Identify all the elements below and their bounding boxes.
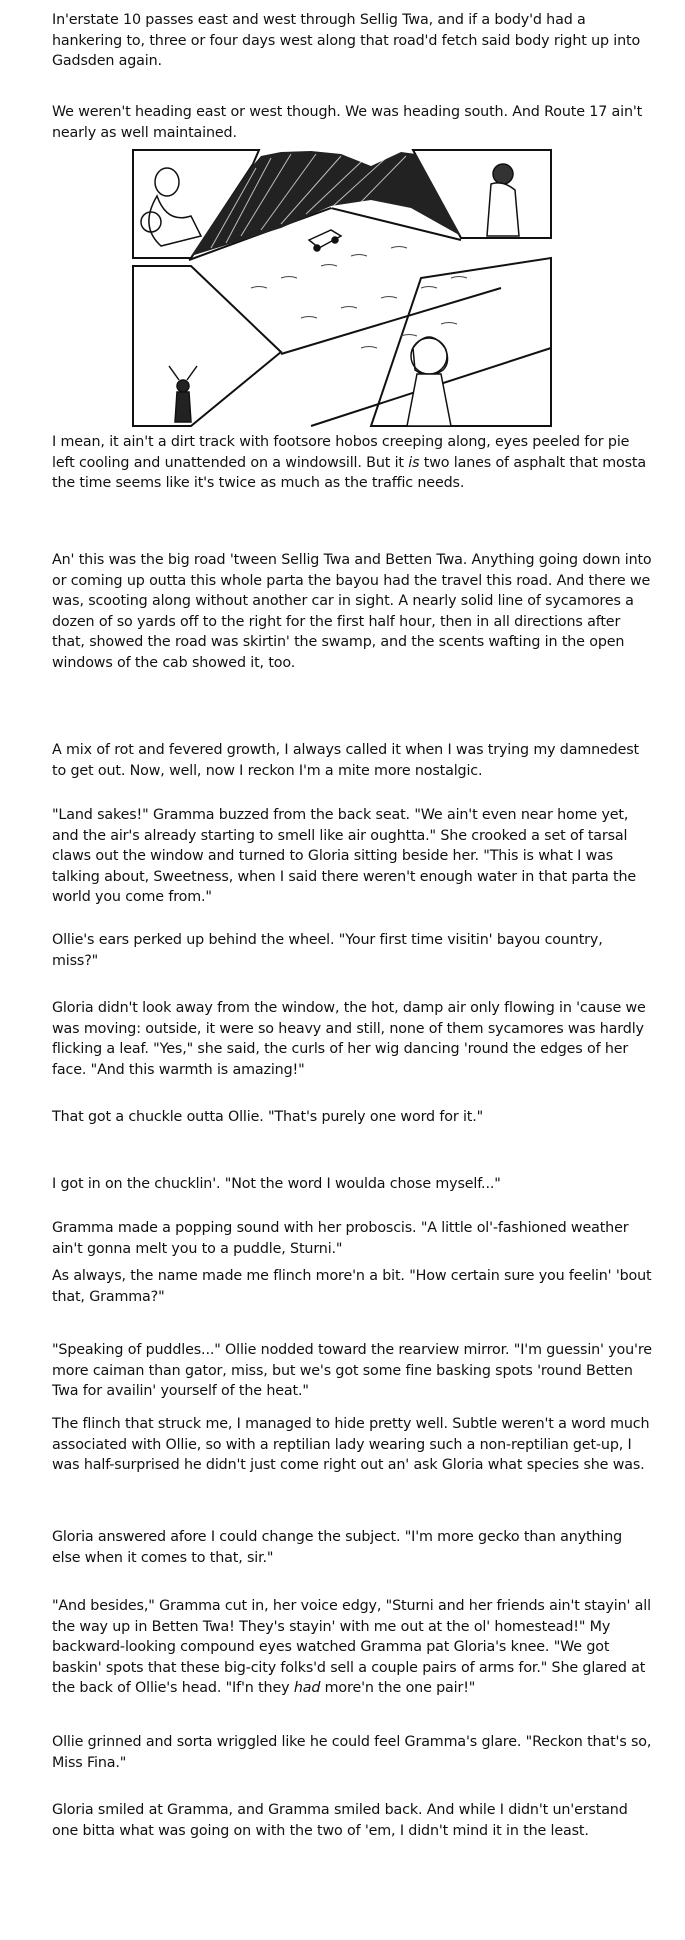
- road-illustration: [131, 148, 555, 428]
- figure-driver: [141, 168, 201, 246]
- paragraph-16: "And besides," Gramma cut in, her voice edgy, "Sturni and her friends ain't stayin' all the way up in Betten Twa! They's stayin' with me out at the ol' homestead!" My backward-looking compound eyes watched Gramma pat Gloria's knee. "We got baskin' spots that these big-city folks'd sell a couple pairs of arms for." She glared at the back of Ollie's head. "If'n they had more'n the one pair!": [52, 1598, 651, 1696]
- paragraph-12: As always, the name made me flinch more'n a bit. "How certain sure you feelin' 'bout that, Gramma?": [52, 1268, 652, 1305]
- paragraph-4: An' this was the big road 'tween Sellig Twa and Betten Twa. Anything going down into or coming up outta this whole parta the bayou had the travel this road. And there we was, scooting along without another car in sight. A nearly solid line of sycamores a dozen of so yards off to the right for the first half hour, then in all directions after that, showed the road was skirtin' the swamp, and the scents wafting in the open windows of the cab showed it, too.: [52, 552, 652, 671]
- paragraph-17: Ollie grinned and sorta wriggled like he could feel Gramma's glare. "Reckon that's so, Miss Fina.": [52, 1734, 652, 1771]
- figure-small: [169, 366, 197, 422]
- figure-gramma: [487, 164, 519, 236]
- panel-bottom-left: [133, 266, 281, 426]
- paragraph-9: That got a chuckle outta Ollie. "That's purely one word for it.": [52, 1109, 484, 1125]
- paragraph-6: "Land sakes!" Gramma buzzed from the back seat. "We ain't even near home yet, and the air's already starting to smell like air oughtta." She crooked a set of tarsal claws out the window and turned to Gloria sitting beside her. "This is what I was talking about, Sweetness, when I said there weren't enough water in that parta the world you come from.": [52, 807, 637, 905]
- paragraph-5: A mix of rot and fevered growth, I always called it when I was trying my damnedest to get out. Now, well, now I reckon I'm a mite more nostalgic.: [52, 742, 640, 779]
- panel-bottom-right: [371, 258, 551, 426]
- figure-gloria: [407, 337, 451, 426]
- paragraph-1: In'erstate 10 passes east and west through Sellig Twa, and if a body'd had a hankering to, three or four days west along that road'd fetch said body right up into Gadsden again.: [52, 12, 641, 69]
- car-icon: [309, 230, 341, 251]
- paragraph-2: We weren't heading east or west though. We was heading south. And Route 17 ain't nearly as well maintained.: [52, 104, 643, 141]
- paragraph-14: The flinch that struck me, I managed to hide pretty well. Subtle weren't a word much associated with Ollie, so with a reptilian lady wearing such a non-reptilian get-up, I was half-surprised he didn't just come right out an' ask Gloria what species she was.: [52, 1416, 650, 1473]
- paragraph-18: Gloria smiled at Gramma, and Gramma smiled back. And while I didn't un'erstand one bitta what was going on with the two of 'em, I didn't mind it in the least.: [52, 1802, 628, 1839]
- paragraph-7: Ollie's ears perked up behind the wheel. "Your first time visitin' bayou country, miss?": [52, 932, 603, 969]
- paragraph-8: Gloria didn't look away from the window, the hot, damp air only flowing in 'cause we was moving: outside, it were so heavy and still, none of them sycamores was hardly flicking a leaf. "Yes," she said, the curls of her wig dancing 'round the edges of her face. "And this warmth is amazing!": [52, 1000, 646, 1078]
- paragraph-15: Gloria answered afore I could change the subject. "I'm more gecko than anything else when it comes to that, sir.": [52, 1529, 623, 1566]
- paragraph-3: I mean, it ain't a dirt track with footsore hobos creeping along, eyes peeled for pie left cooling and unattended on a windowsill. But it is two lanes of asphalt that mosta the time seems like it's twice as much as the traffic needs.: [52, 434, 646, 491]
- paragraph-11: Gramma made a popping sound with her proboscis. "A little ol'-fashioned weather ain't gonna melt you to a puddle, Sturni.": [52, 1220, 629, 1257]
- paragraph-13: "Speaking of puddles..." Ollie nodded toward the rearview mirror. "I'm guessin' you're more caiman than gator, miss, but we's got some fine basking spots 'round Betten Twa for availin' yourself of the heat.": [52, 1342, 652, 1399]
- paragraph-10: I got in on the chucklin'. "Not the word I woulda chose myself...": [52, 1176, 501, 1192]
